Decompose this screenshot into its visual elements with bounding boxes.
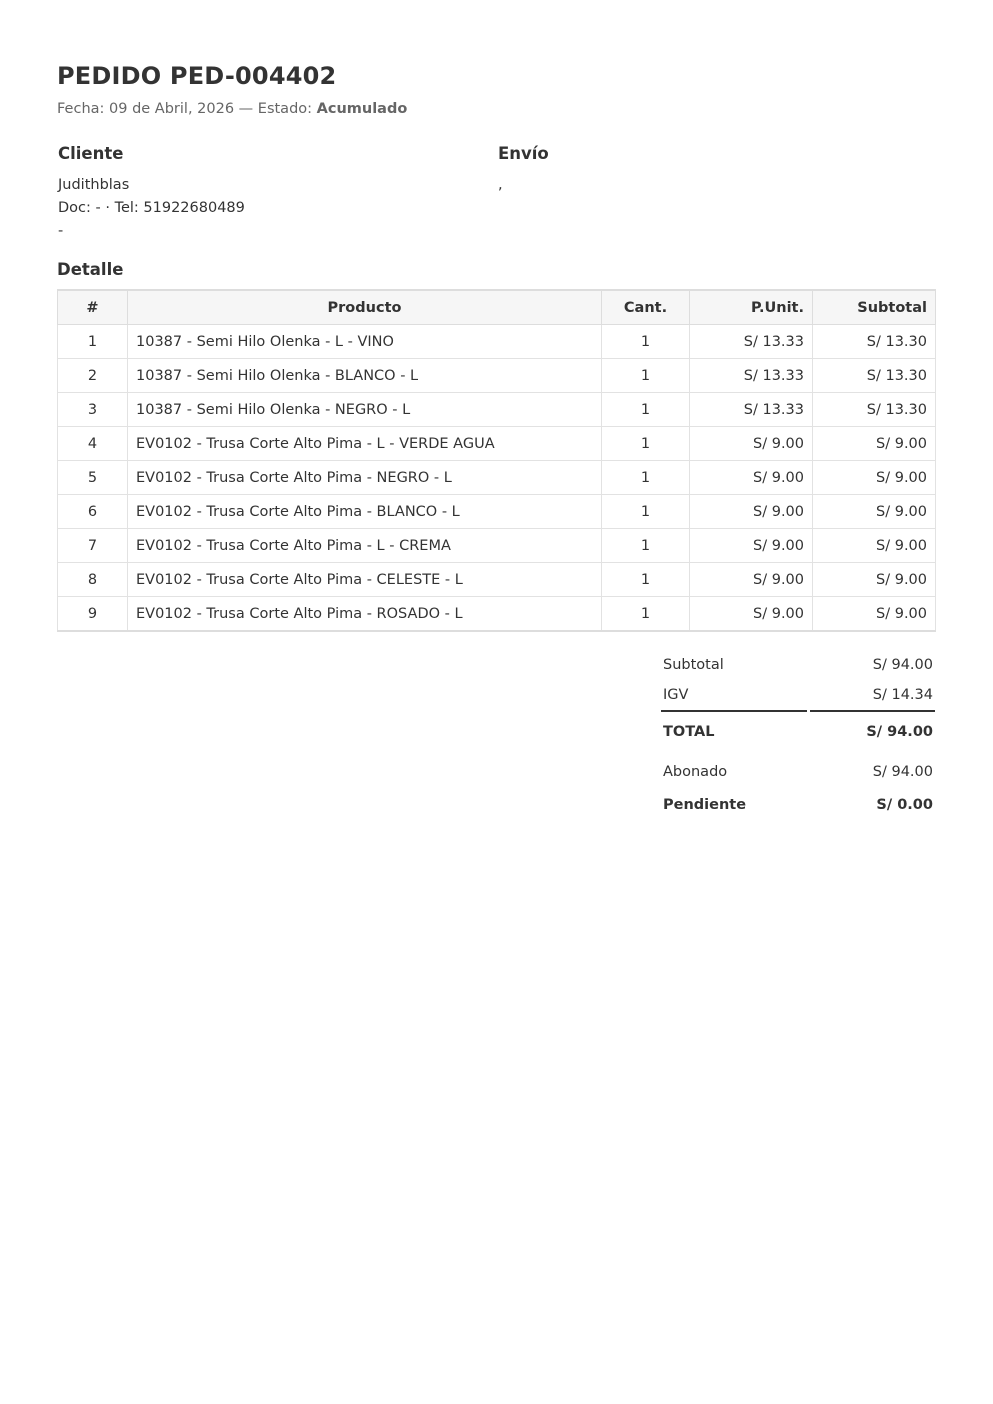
cell-unit-price: S/ 9.00 xyxy=(690,461,813,495)
cell-subtotal: S/ 9.00 xyxy=(813,597,936,632)
table-row xyxy=(58,427,936,461)
cell-subtotal: S/ 13.30 xyxy=(813,393,936,427)
order-title: PEDIDO PED-004402 xyxy=(57,62,337,90)
cell-qty: 1 xyxy=(602,325,690,359)
table-row xyxy=(58,359,936,393)
table-row xyxy=(58,393,936,427)
cell-unit-price: S/ 9.00 xyxy=(690,597,813,632)
cell-product: EV0102 - Trusa Corte Alto Pima - NEGRO - L xyxy=(128,461,602,495)
cell-subtotal: S/ 9.00 xyxy=(813,427,936,461)
client-heading: Cliente xyxy=(58,144,124,163)
cell-num: 8 xyxy=(58,563,128,597)
cell-qty: 1 xyxy=(602,359,690,393)
subtotal-label: Subtotal xyxy=(663,657,724,673)
shipping-section xyxy=(498,144,928,197)
cell-unit-price: S/ 9.00 xyxy=(690,563,813,597)
pending-label: Pendiente xyxy=(663,797,747,813)
cell-qty: 1 xyxy=(602,563,690,597)
cell-qty: 1 xyxy=(602,393,690,427)
column-header-num: # xyxy=(58,290,128,325)
shipping-heading: Envío xyxy=(498,144,549,163)
table-row xyxy=(58,325,936,359)
cell-product: EV0102 - Trusa Corte Alto Pima - ROSADO - L xyxy=(128,597,602,632)
column-header-qty: Cant. xyxy=(602,290,690,325)
cell-product: 10387 - Semi Hilo Olenka - NEGRO - L xyxy=(128,393,602,427)
table-row xyxy=(58,529,936,563)
cell-qty: 1 xyxy=(602,427,690,461)
cell-num: 2 xyxy=(58,359,128,393)
table-row xyxy=(58,495,936,529)
totals-paid-row xyxy=(661,752,935,790)
client-section xyxy=(58,144,488,243)
cell-product: 10387 - Semi Hilo Olenka - BLANCO - L xyxy=(128,359,602,393)
cell-num: 1 xyxy=(58,325,128,359)
cell-unit-price: S/ 13.33 xyxy=(690,393,813,427)
cell-product: EV0102 - Trusa Corte Alto Pima - CELESTE - L xyxy=(128,563,602,597)
items-table xyxy=(57,289,936,632)
pending-value: S/ 0.00 xyxy=(876,797,933,813)
client-name: Judithblas xyxy=(58,177,130,193)
cell-qty: 1 xyxy=(602,529,690,563)
paid-value: S/ 94.00 xyxy=(872,764,933,780)
totals-subtotal-row xyxy=(661,650,935,680)
cell-subtotal: S/ 13.30 xyxy=(813,325,936,359)
column-header-product: Producto xyxy=(128,290,602,325)
cell-subtotal: S/ 9.00 xyxy=(813,563,936,597)
table-row xyxy=(58,461,936,495)
cell-subtotal: S/ 9.00 xyxy=(813,529,936,563)
cell-unit-price: S/ 9.00 xyxy=(690,427,813,461)
totals-total-row xyxy=(661,712,935,752)
cell-product: EV0102 - Trusa Corte Alto Pima - BLANCO - L xyxy=(128,495,602,529)
cell-unit-price: S/ 13.33 xyxy=(690,359,813,393)
igv-label: IGV xyxy=(663,687,689,703)
totals-igv-row xyxy=(661,680,935,712)
totals-block xyxy=(661,650,935,820)
cell-subtotal: S/ 9.00 xyxy=(813,461,936,495)
table-row xyxy=(58,597,936,632)
order-date-label: Fecha: 09 de Abril, 2026 — Estado: xyxy=(57,101,317,117)
order-meta-line xyxy=(57,101,407,117)
igv-value: S/ 14.34 xyxy=(872,687,933,703)
table-row xyxy=(58,563,936,597)
order-status: Acumulado xyxy=(316,101,408,117)
cell-num: 9 xyxy=(58,597,128,632)
cell-qty: 1 xyxy=(602,597,690,632)
cell-unit-price: S/ 9.00 xyxy=(690,529,813,563)
cell-subtotal: S/ 13.30 xyxy=(813,359,936,393)
totals-pending-row xyxy=(661,790,935,820)
cell-num: 3 xyxy=(58,393,128,427)
cell-product: 10387 - Semi Hilo Olenka - L - VINO xyxy=(128,325,602,359)
table-header-row xyxy=(58,290,936,325)
total-value: S/ 94.00 xyxy=(866,724,933,740)
cell-subtotal: S/ 9.00 xyxy=(813,495,936,529)
cell-num: 4 xyxy=(58,427,128,461)
cell-num: 6 xyxy=(58,495,128,529)
column-header-subtotal: Subtotal xyxy=(813,290,936,325)
client-doc-phone: Doc: - · Tel: 51922680489 xyxy=(58,200,245,216)
client-address: - xyxy=(58,223,64,239)
cell-qty: 1 xyxy=(602,461,690,495)
cell-qty: 1 xyxy=(602,495,690,529)
items-body xyxy=(58,325,936,632)
paid-label: Abonado xyxy=(663,764,728,780)
total-label: TOTAL xyxy=(663,724,715,740)
cell-product: EV0102 - Trusa Corte Alto Pima - L - CREMA xyxy=(128,529,602,563)
subtotal-value: S/ 94.00 xyxy=(872,657,933,673)
cell-num: 5 xyxy=(58,461,128,495)
cell-unit-price: S/ 13.33 xyxy=(690,325,813,359)
cell-unit-price: S/ 9.00 xyxy=(690,495,813,529)
column-header-unit-price: P.Unit. xyxy=(690,290,813,325)
detail-heading: Detalle xyxy=(57,260,124,279)
cell-product: EV0102 - Trusa Corte Alto Pima - L - VERDE AGUA xyxy=(128,427,602,461)
cell-num: 7 xyxy=(58,529,128,563)
shipping-address: , xyxy=(498,177,503,193)
